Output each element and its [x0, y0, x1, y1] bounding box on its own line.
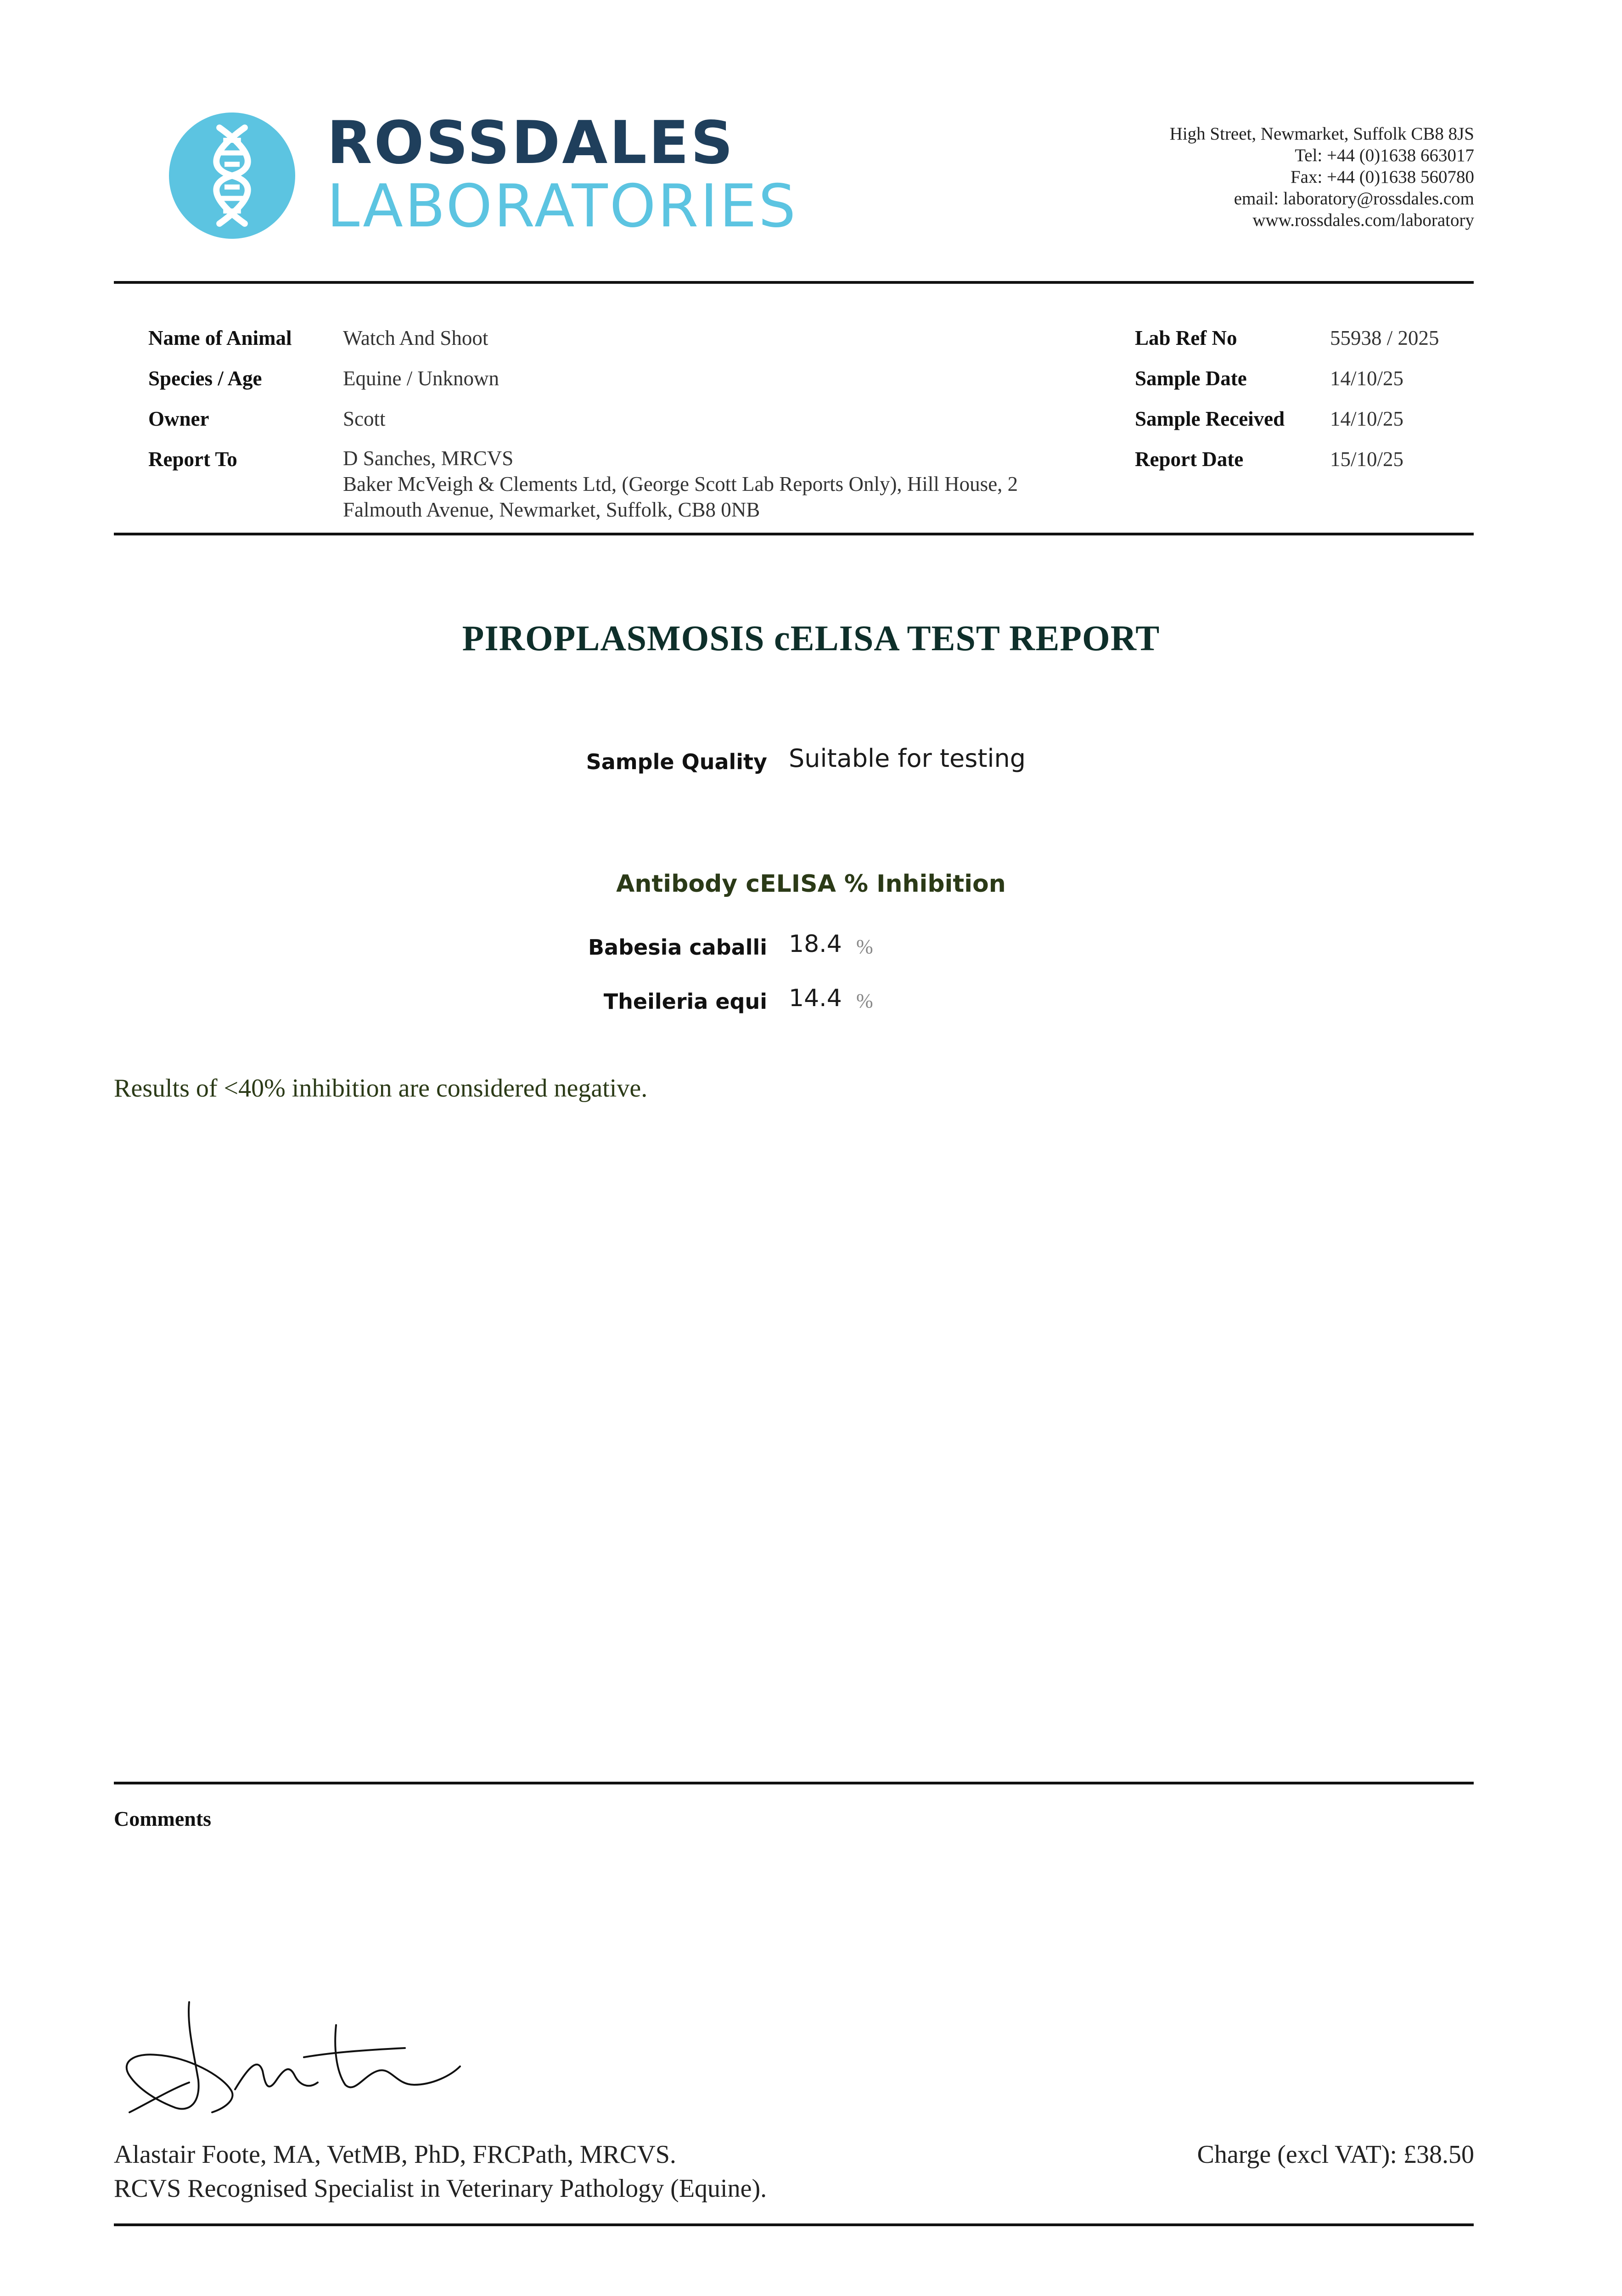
report-to-name: D Sanches, MRCVS [343, 447, 514, 470]
comments-label: Comments [114, 1807, 212, 1830]
theileria-equi-value: 14.4 [789, 985, 842, 1012]
header-divider [114, 281, 1474, 284]
handwritten-signature [120, 1998, 469, 2131]
results-section-heading: Antibody cELISA % Inhibition [616, 870, 1006, 898]
species-age-value: Equine / Unknown [343, 367, 499, 390]
dna-helix-icon [169, 113, 295, 239]
owner-label: Owner [148, 407, 209, 430]
contact-block [1170, 123, 1474, 231]
comments-divider [114, 1782, 1474, 1784]
brand-name-line2: LABORATORIES [327, 172, 798, 241]
babesia-caballi-label: Babesia caballi [588, 935, 767, 960]
sample-received-label: Sample Received [1135, 407, 1285, 430]
charge-amount: Charge (excl VAT): £38.50 [1197, 2140, 1474, 2169]
report-title: PIROPLASMOSIS cELISA TEST REPORT [462, 618, 1160, 658]
species-age-label: Species / Age [148, 367, 262, 390]
info-divider [114, 533, 1474, 535]
contact-fax: Fax: +44 (0)1638 560780 [1290, 167, 1474, 187]
sample-date-value: 14/10/25 [1330, 367, 1404, 390]
report-to-address-line1: Baker McVeigh & Clements Ltd, (George Scott Lab Reports Only), Hill House, 2 [343, 473, 1018, 495]
owner-value: Scott [343, 407, 386, 430]
sample-date-label: Sample Date [1135, 367, 1247, 390]
brand-name-line1: ROSSDALES [327, 109, 735, 177]
signatory-credentials: RCVS Recognised Specialist in Veterinary Pathology (Equine). [114, 2174, 767, 2203]
theileria-equi-unit: % [856, 990, 873, 1012]
name-of-animal-value: Watch And Shoot [343, 326, 488, 349]
footer-divider [114, 2223, 1474, 2226]
contact-website: www.rossdales.com/laboratory [1252, 210, 1474, 230]
sample-quality-label: Sample Quality [586, 749, 767, 774]
report-to-label: Report To [148, 448, 237, 471]
interpretation-note: Results of <40% inhibition are considered negative. [114, 1074, 648, 1103]
contact-email: email: laboratory@rossdales.com [1234, 189, 1474, 208]
lab-ref-value: 55938 / 2025 [1330, 326, 1439, 349]
babesia-caballi-unit: % [856, 935, 873, 958]
report-date-label: Report Date [1135, 448, 1244, 471]
sample-received-value: 14/10/25 [1330, 407, 1404, 430]
contact-tel: Tel: +44 (0)1638 663017 [1295, 146, 1474, 165]
report-to-value [343, 445, 1123, 523]
report-date-value: 15/10/25 [1330, 448, 1404, 471]
name-of-animal-label: Name of Animal [148, 326, 292, 349]
contact-address: High Street, Newmarket, Suffolk CB8 8JS [1169, 124, 1474, 144]
report-to-address-line2: Falmouth Avenue, Newmarket, Suffolk, CB8 0NB [343, 498, 760, 521]
lab-ref-label: Lab Ref No [1135, 326, 1237, 349]
babesia-caballi-value: 18.4 [789, 930, 842, 958]
sample-quality-value: Suitable for testing [789, 744, 1026, 773]
theileria-equi-label: Theileria equi [603, 989, 767, 1014]
signatory-name: Alastair Foote, MA, VetMB, PhD, FRCPath, MRCVS. [114, 2140, 676, 2169]
